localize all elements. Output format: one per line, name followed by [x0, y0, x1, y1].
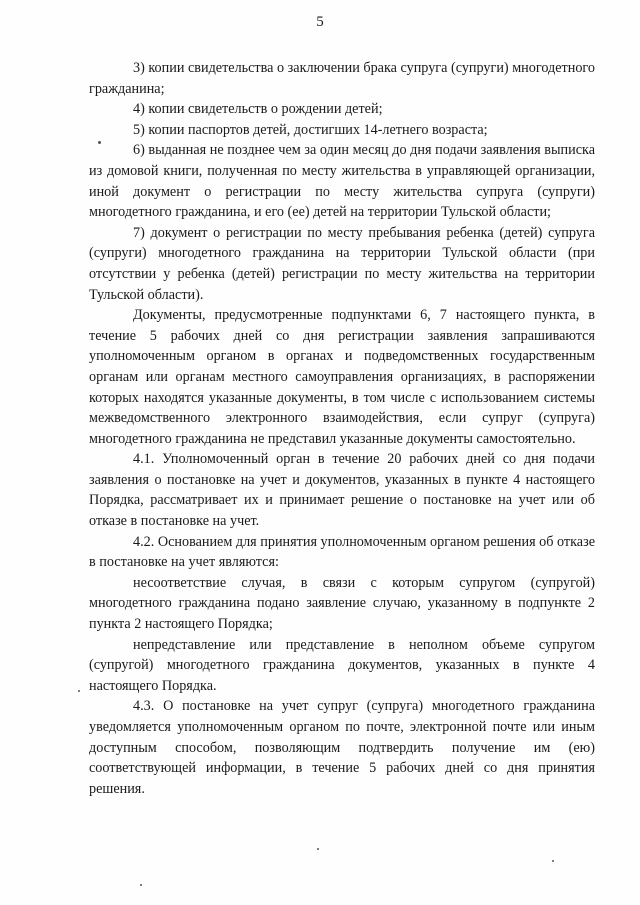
scan-speck: [98, 141, 101, 144]
scan-speck: [140, 884, 142, 886]
scan-speck: [317, 848, 319, 850]
paragraph: 4.1. Уполномоченный орган в течение 20 рабочих дней со дня подачи заявления о постановке на учет и документов, указанных в пункте 4 настоящего Порядка, рассматривает их и принимает решение о постановке на учет или об отказе в постановке на учет.: [89, 451, 595, 530]
paragraph: 4.3. О постановке на учет супруг (супруга) многодетного гражданина уведомляется уполномоченным органом по почте, электронной почте или иным доступным способом, позволяющим подтвердить получение им (ею) соответствующей информации, в течение 5 рабочих дней со дня принятия решения.: [89, 698, 595, 797]
paragraph: 4) копии свидетельств о рождении детей;: [133, 101, 383, 118]
paragraph: 5) копии паспортов детей, достигших 14-летнего возраста;: [133, 121, 488, 138]
scan-speck: [552, 860, 554, 862]
paragraph: 3) копии свидетельства о заключении брака супруга (супруги) многодетного гражданина;: [89, 60, 595, 97]
page-number: 5: [316, 14, 324, 30]
paragraph: несоответствие случая, в связи с которым супругом (супругой) многодетного гражданина подано заявление случаю, указанному в подпункте 2 пункта 2 настоящего Порядка;: [89, 574, 595, 633]
scan-speck: [78, 690, 80, 692]
paragraph: непредставление или представление в неполном объеме супругом (супругой) многодетного гражданина документов, указанных в пункте 4 настоящего Порядка.: [89, 636, 595, 694]
document-body: [89, 58, 595, 799]
paragraph: 4.2. Основанием для принятия уполномоченным органом решения об отказе в постановке на учет являются:: [89, 533, 595, 571]
paragraph: 7) документ о регистрации по месту пребывания ребенка (детей) супруга (супруги) многодетного гражданина на территории Тульской области (при отсутствии у ребенка (детей) регистрации по месту жительства на территории Тульской области).: [89, 224, 595, 303]
paragraph: 6) выданная не позднее чем за один месяц до дня подачи заявления выписка из домовой книги, полученная по месту жительства в управляющей организации, иной документ о регистрации по месту жительства супруга (супруги) многодетного гражданина, и его (ее) детей на территории Тульской области;: [89, 142, 595, 221]
paragraph: Документы, предусмотренные подпунктами 6, 7 настоящего пункта, в течение 5 рабочих дней со дня регистрации заявления запрашиваются уполномоченным органом в органах и подведомственных государственным органам или органам местного самоуправления организациях, в распоряжении которых находятся указанные документы, в том числе с использованием системы межведомственного электронного взаимодействия, если супруг (супруга) многодетного гражданина не представил указанные документы самостоятельно.: [89, 307, 595, 447]
